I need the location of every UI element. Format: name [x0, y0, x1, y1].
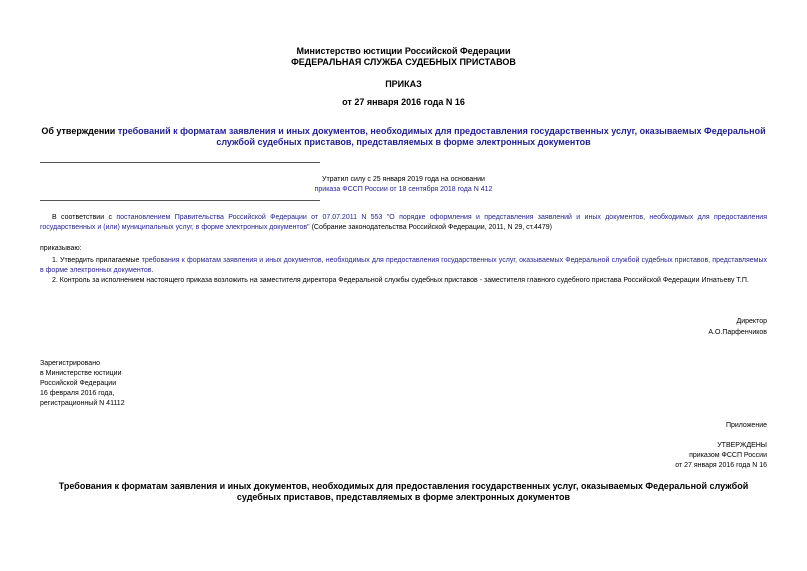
document-title [40, 126, 767, 148]
orders-label: приказываю: [40, 245, 82, 252]
status-link-wrap [0, 185, 807, 195]
appendix-date: от 27 января 2016 года N 16 [675, 462, 767, 469]
preamble-prefix: В соответствии с [52, 214, 117, 221]
item1-link[interactable]: требования к форматам заявления и иных документов, необходимых для предоставления государственных услуг, оказываемых Федеральной службой судебных приставов, представляемых в форме электронных документов [40, 257, 767, 274]
registration-line: в Министерстве юстиции [40, 370, 122, 377]
status-note: Утратил силу с 25 января 2019 года на основании [322, 176, 485, 183]
preamble-suffix: (Собрание законодательства Российской Федерации, 2011, N 29, ст.4479) [309, 224, 552, 231]
appendix-title: Требования к форматам заявления и иных документов, необходимых для предоставления государственных услуг, оказываемых Федеральной службой судебных приставов, представляемых в форме электронных документов [58, 481, 749, 502]
title-link[interactable]: требований к форматам заявления и иных документов, необходимых для предоставления государственных услуг, оказываемых Федеральной службой судебных приставов, представляемых в форме электронных документов [117, 126, 766, 147]
signature-name: А.О.Парфенчиков [708, 329, 767, 336]
order-item-1 [40, 256, 767, 276]
ministry-name: Министерство юстиции Российской Федерации [296, 46, 511, 56]
title-prefix: Об утверждении [41, 126, 118, 136]
divider [40, 200, 320, 201]
document-type: ПРИКАЗ [385, 79, 422, 89]
preamble-link[interactable]: постановлением Правительства Российской Федерации от 07.07.2011 N 553 "О порядке оформления и представления заявлений и иных документов, необходимых для предоставления государственных и (или) муниципальных услуг, в форме электронных документов" [40, 214, 768, 231]
item1-suffix: . [151, 267, 154, 274]
registration-line: Зарегистрировано [40, 360, 100, 367]
order-item-2: 2. Контроль за исполнением настоящего приказа возложить на заместителя директора Федеральной службы судебных приставов - заместителя главного судебного пристава Российской Федерации Игнатьеву Т.П. [52, 277, 749, 284]
document-date-number: от 27 января 2016 года N 16 [342, 97, 465, 107]
appendix-by-order: приказом ФССП России [689, 452, 767, 459]
registration-number: регистрационный N 41112 [40, 400, 125, 407]
divider [40, 162, 320, 163]
registration-line: 16 февраля 2016 года, [40, 390, 115, 397]
preamble-paragraph [40, 213, 767, 233]
appendix-approved: УТВЕРЖДЕНЫ [717, 442, 767, 449]
registration-line: Российской Федерации [40, 380, 117, 387]
status-link[interactable]: приказа ФССП России от 18 сентября 2018 года N 412 [314, 186, 493, 193]
signature-position: Директор [736, 318, 767, 325]
item1-prefix: 1. Утвердить прилагаемые [52, 257, 142, 264]
appendix-label: Приложение [725, 422, 767, 429]
service-name: ФЕДЕРАЛЬНАЯ СЛУЖБА СУДЕБНЫХ ПРИСТАВОВ [291, 57, 516, 67]
